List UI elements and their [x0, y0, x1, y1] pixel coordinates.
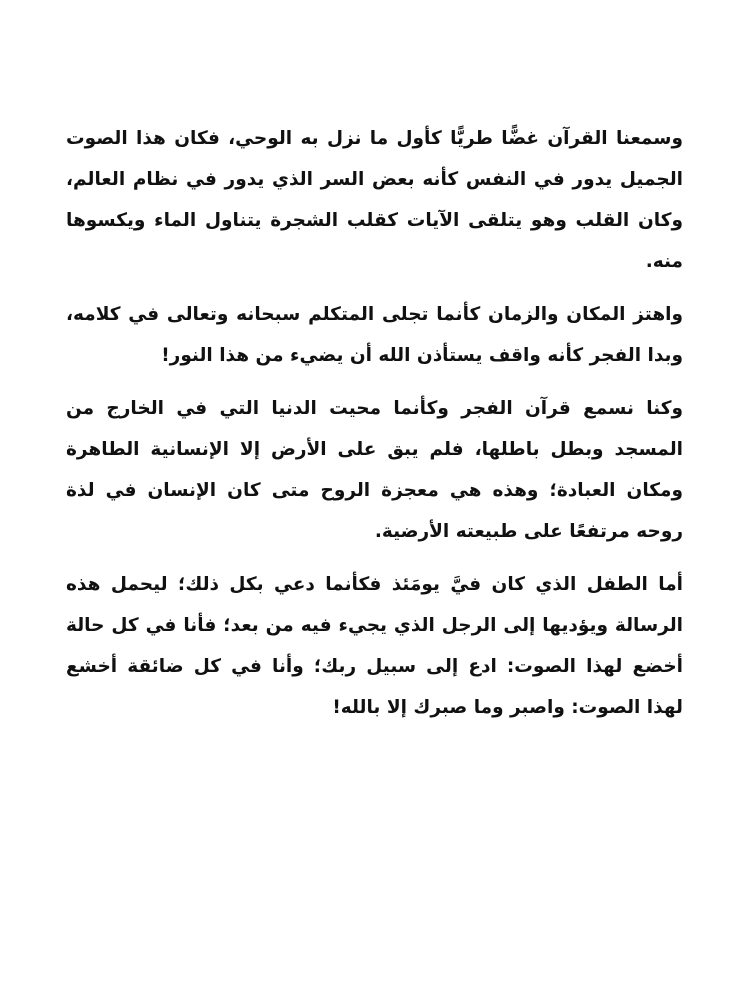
paragraph-2: واهتز المكان والزمان كأنما تجلى المتكلم سبحانه وتعالى في كلامه، وبدا الفجر كأنه واقف يستأذن الله أن يضيء من هذا النور! [66, 304, 683, 366]
body-text [66, 118, 683, 740]
paragraph-4: أما الطفل الذي كان فيَّ يومَئذ فكأنما دعي بكل ذلك؛ ليحمل هذه الرسالة ويؤديها إلى الرجل الذي يجيء فيه من بعد؛ فأنا في كل حالة أخضع لهذا الصوت: ادع إلى سبيل ربك؛ وأنا في كل ضائقة أخشع لهذا الصوت: واصبر وما صبرك إلا بالله! [66, 574, 683, 718]
paragraph-3: وكنا نسمع قرآن الفجر وكأنما محيت الدنيا التي في الخارج من المسجد وبطل باطلها، فلم يبق على الأرض إلا الإنسانية الطاهرة ومكان العبادة؛ وهذه هي معجزة الروح متى كان الإنسان في لذة روحه مرتفعًا على طبيعته الأرضية. [66, 398, 683, 542]
paragraph-1: وسمعنا القرآن غضًّا طريًّا كأول ما نزل به الوحي، فكان هذا الصوت الجميل يدور في النفس كأنه بعض السر الذي يدور في نظام العالم، وكان القلب وهو يتلقى الآيات كقلب الشجرة يتناول الماء ويكسوها منه. [66, 128, 683, 272]
